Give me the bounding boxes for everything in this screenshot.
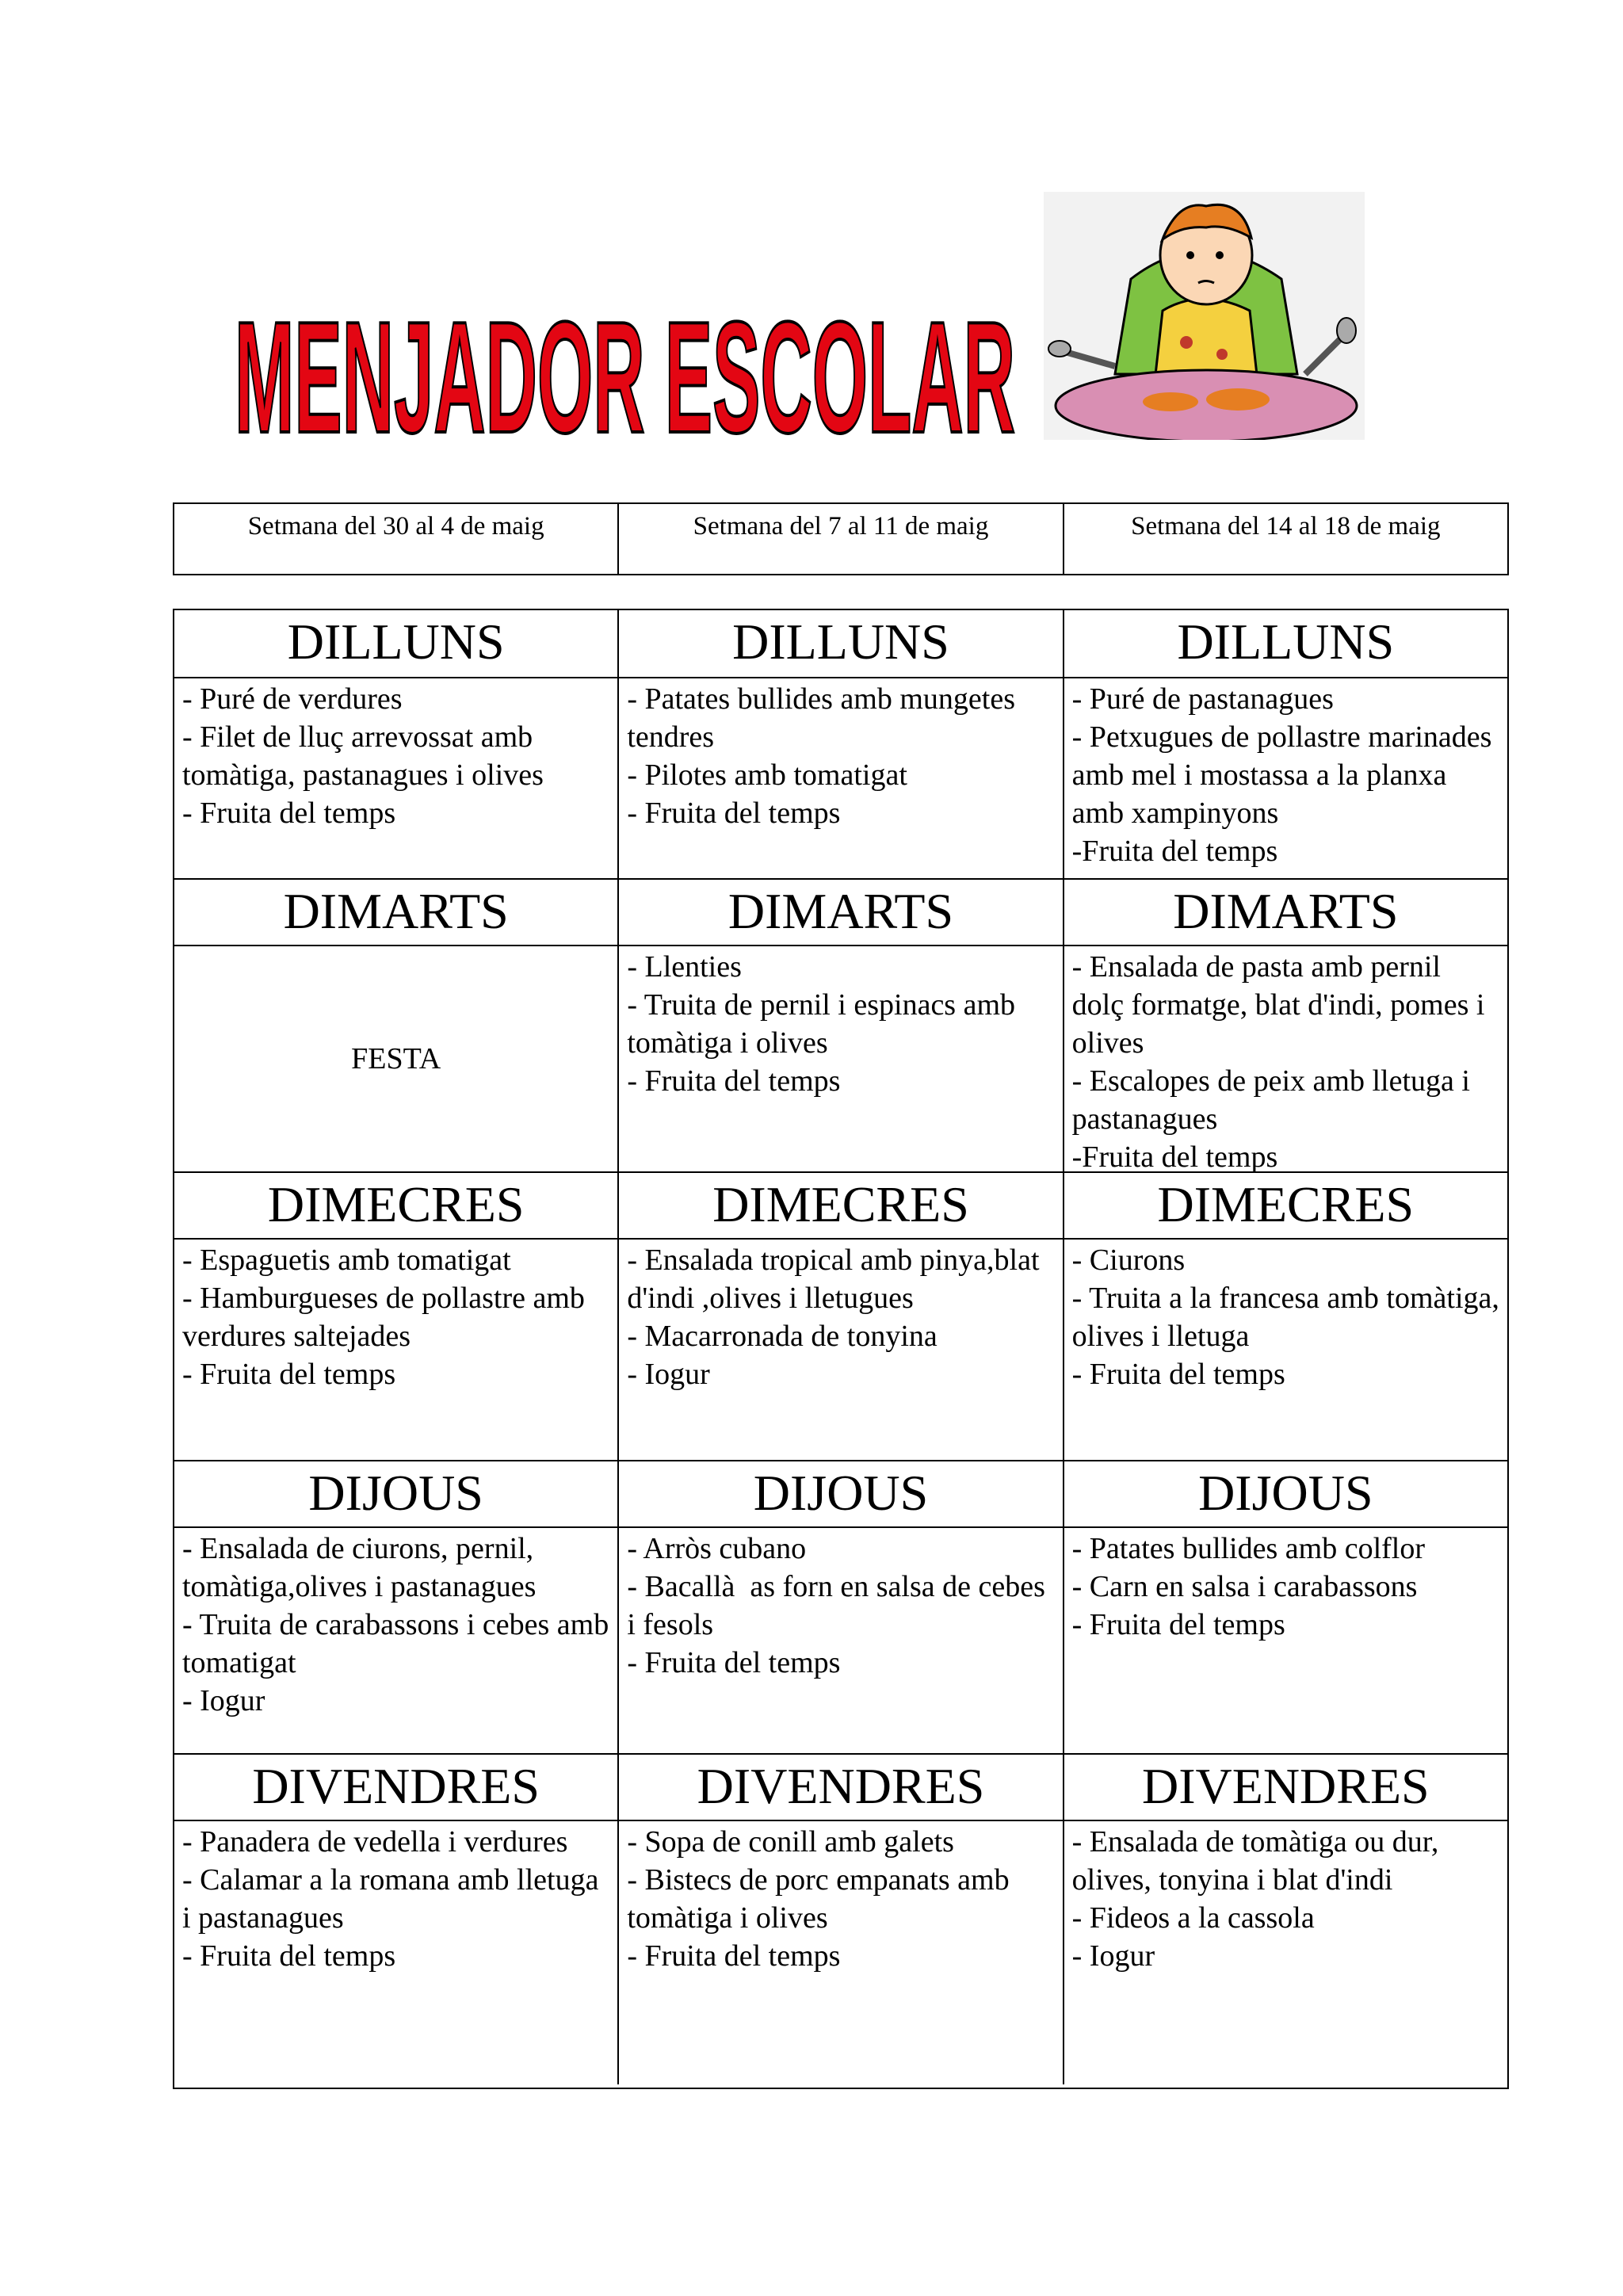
meal-cell	[1063, 946, 1507, 1174]
day-name: DILLUNS	[617, 610, 1062, 677]
day-name: DIVENDRES	[617, 1755, 1062, 1820]
meal-row	[174, 1526, 1507, 1753]
day-name: DIMECRES	[617, 1173, 1062, 1238]
meal-item: - Fruita del temps	[1071, 1358, 1285, 1391]
meal-item: - Patates bullides amb mungetes tendres	[627, 682, 1023, 754]
meal-item: - Truita de pernil i espinacs amb tomàtiga i olives	[627, 988, 1023, 1060]
meal-item: - Fruita del temps	[627, 1646, 841, 1679]
meal-item: - Fruita del temps	[627, 797, 841, 830]
weeks-header	[173, 502, 1509, 575]
meal-cell	[617, 1240, 1062, 1460]
meal-cell	[1063, 678, 1507, 878]
day-name: DIJOUS	[617, 1461, 1062, 1526]
meal-cell	[617, 678, 1062, 878]
meal-item: -Fruita del temps	[1071, 1140, 1278, 1174]
meal-item: - Calamar a la romana amb lletuga i pastanagues	[182, 1863, 606, 1935]
meal-item: - Puré de pastanagues	[1071, 682, 1334, 716]
meal-item: - Patates bullides amb colflor	[1071, 1532, 1425, 1565]
meal-item: - Iogur	[627, 1358, 710, 1391]
day-header-row	[174, 1171, 1507, 1238]
meal-item: - Truita de carabassons i cebes amb tomatigat	[182, 1608, 617, 1679]
menu-table	[173, 609, 1509, 2089]
meal-item: - Bacallà as forn en salsa de cebes i fesols	[627, 1570, 1053, 1641]
day-header-row	[174, 1753, 1507, 1820]
holiday-label: FESTA	[351, 1042, 441, 1075]
meal-cell	[617, 1528, 1062, 1753]
day-name: DILLUNS	[1063, 610, 1507, 677]
meal-item: - Fruita del temps	[182, 1939, 396, 1973]
day-name: DIMECRES	[267, 1176, 525, 1232]
meal-item: - Fruita del temps	[1071, 1608, 1285, 1641]
meal-item: - Ensalada tropical amb pinya,blat d'indi ,olives i lletugues	[627, 1244, 1048, 1315]
meal-item: - Panadera de vedella i verdures	[182, 1825, 568, 1859]
day-name: DIVENDRES	[252, 1758, 540, 1814]
meal-item: - Ensalada de tomàtiga ou dur, olives, tonyina i blat d'indi	[1071, 1825, 1446, 1897]
meal-item: - Carn en salsa i carabassons	[1071, 1570, 1418, 1603]
meal-item: - Fideos a la cassola	[1071, 1901, 1315, 1935]
day-name: DIMARTS	[283, 883, 509, 939]
day-name: DIMARTS	[1063, 880, 1507, 945]
day-header-row	[174, 1460, 1507, 1526]
child-eating-icon	[1044, 192, 1365, 440]
meal-item: - Fruita del temps	[182, 1358, 396, 1391]
day-header-row	[174, 610, 1507, 677]
meal-cell	[617, 1821, 1062, 2084]
meal-item: - Iogur	[1071, 1939, 1155, 1973]
day-name: DIMARTS	[617, 880, 1062, 945]
meal-row	[174, 1238, 1507, 1460]
week-label: Setmana del 30 al 4 de maig	[247, 512, 544, 541]
week-label: Setmana del 14 al 18 de maig	[1063, 504, 1507, 574]
page-title	[235, 285, 1019, 452]
week-label: Setmana del 7 al 11 de maig	[617, 504, 1062, 574]
meal-item: - Llenties	[627, 950, 742, 984]
meal-cell	[174, 678, 617, 878]
meal-item: - Fruita del temps	[182, 797, 396, 830]
meal-cell	[1063, 1240, 1507, 1460]
meal-cell	[1063, 1821, 1507, 2084]
meal-row	[174, 677, 1507, 878]
meal-item: - Truita a la francesa amb tomàtiga, olives i lletuga	[1071, 1282, 1507, 1353]
meal-item: - Ciurons	[1071, 1244, 1186, 1277]
day-name: DIVENDRES	[1063, 1755, 1507, 1820]
meal-cell	[617, 946, 1062, 1171]
meal-item: - Puré de verdures	[182, 682, 403, 716]
meal-row	[174, 945, 1507, 1174]
title-text: MENJADOR ESCOLAR	[235, 289, 1015, 452]
meal-item: - Fruita del temps	[627, 1939, 841, 1973]
meal-item: - Petxugues de pollastre marinades amb mel i mostassa a la planxa amb xampinyons	[1071, 720, 1499, 830]
meal-cell	[174, 1528, 617, 1753]
day-name: DIJOUS	[308, 1465, 483, 1521]
day-header-row	[174, 878, 1507, 945]
day-name: DIMECRES	[1063, 1173, 1507, 1238]
meal-item: - Pilotes amb tomatigat	[627, 758, 907, 792]
meal-item: - Sopa de conill amb galets	[627, 1825, 954, 1859]
meal-item: - Fruita del temps	[627, 1064, 841, 1098]
meal-item: - Ensalada de pasta amb pernil dolç formatge, blat d'indi, pomes i olives	[1071, 950, 1492, 1060]
meal-cell	[174, 1821, 617, 2084]
day-name: DIJOUS	[1063, 1461, 1507, 1526]
meal-item: - Macarronada de tonyina	[627, 1320, 938, 1353]
meal-cell	[1063, 1528, 1507, 1753]
meal-item: - Ensalada de ciurons, pernil, tomàtiga,olives i pastanagues	[182, 1532, 541, 1603]
meal-item: - Hamburgueses de pollastre amb verdures saltejades	[182, 1282, 593, 1353]
meal-item: - Iogur	[182, 1684, 265, 1717]
meal-item: - Espaguetis amb tomatigat	[182, 1244, 511, 1277]
meal-item: - Escalopes de peix amb lletuga i pastanagues	[1071, 1064, 1478, 1136]
meal-item: - Filet de lluç arrevossat amb tomàtiga, pastanagues i olives	[182, 720, 544, 792]
meal-row	[174, 1820, 1507, 2084]
meal-item: - Arròs cubano	[627, 1532, 807, 1565]
meal-item: -Fruita del temps	[1071, 835, 1278, 868]
meal-item: - Bistecs de porc empanats amb tomàtiga i olives	[627, 1863, 1018, 1935]
meal-cell	[174, 1240, 617, 1460]
day-name: DILLUNS	[287, 613, 505, 670]
